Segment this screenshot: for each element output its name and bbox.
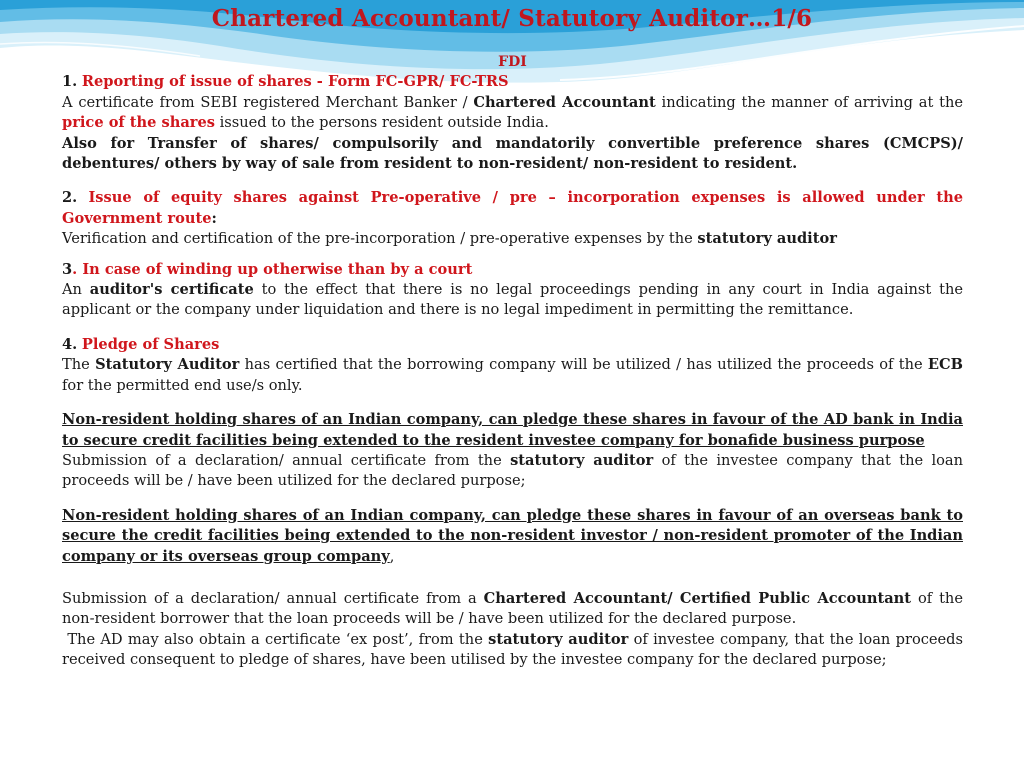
section-3-body	[62, 280, 963, 321]
text-run: Submission of a declaration/ annual certificate from a	[62, 589, 484, 607]
text-run-bold: Statutory Auditor	[95, 356, 240, 374]
section-2-title: Issue of equity shares against Pre-operative / pre – incorporation expenses is allowed under the Government route	[62, 189, 963, 227]
text-run-highlight: price of the shares	[62, 114, 215, 132]
text-run: The AD may also obtain a certificate ‘ex post’, from the	[67, 630, 489, 648]
text-run-bold: statutory auditor	[697, 230, 837, 248]
text-run: of investee company, that the loan proceeds received consequent to pledge of shares, have been utilised by the investee company for the declared purpose;	[62, 630, 964, 669]
text-run-bold: ECB	[927, 356, 963, 374]
text-run: to the effect that there is no legal proceedings pending in any court in India against the applicant or the company under liquidation and there is no legal impediment in permitting the remittance.	[62, 281, 963, 319]
pledge-overseas-bank-heading	[62, 506, 963, 567]
section-2-heading	[62, 188, 963, 229]
section-3-title: . In case of winding up otherwise than by a court	[72, 260, 473, 278]
section-4-title: Pledge of Shares	[81, 335, 220, 353]
slide-content	[62, 52, 963, 671]
section-2-number: 2.	[62, 189, 78, 207]
section-1-title: Reporting of issue of shares - Form FC-GPR/ FC-TRS	[81, 73, 509, 91]
section-4-number: 4.	[62, 335, 78, 353]
section-4-body	[62, 355, 963, 396]
section-1-also: Also for Transfer of shares/ compulsorily and mandatorily convertible preference shares (CMCPS)/ debentures/ others by way of sale from resident to non-resident/ non-resident to resident.	[62, 134, 963, 173]
section-1-heading	[62, 72, 963, 92]
section-3-number: 3	[62, 260, 73, 278]
text-run-bold: statutory auditor	[488, 630, 629, 648]
fdi-label: FDI	[498, 54, 527, 70]
text-run: ,	[389, 547, 395, 565]
section-4-heading	[62, 335, 963, 355]
section-3-heading	[62, 260, 963, 280]
text-run-bold: Chartered Accountant	[473, 93, 656, 111]
text-run: Submission of a declaration/ annual certificate from the	[62, 451, 511, 469]
text-run: has certified that the borrowing company will be utilized / has utilized the proceeds of the	[239, 356, 928, 374]
text-run-bold: statutory auditor	[510, 451, 654, 469]
section-1-number: 1.	[62, 73, 78, 91]
section-2-body	[62, 229, 963, 249]
text-run: A certificate from SEBI registered Merchant Banker /	[62, 93, 474, 111]
text-run: issued to the persons resident outside India.	[214, 114, 549, 132]
ex-post-certificate-paragraph	[62, 630, 963, 671]
text-run-bold: Chartered Accountant/ Certified Public Accountant	[483, 589, 912, 607]
text-run: of the non-resident borrower that the loan proceeds will be / have been utilized for the declared purpose.	[62, 589, 963, 628]
pledge-ad-bank-heading: Non-resident holding shares of an Indian company, can pledge these shares in favour of the AD bank in India to secure credit facilities being extended to the resident investee company for bonafide business purpose	[62, 411, 963, 449]
text-run-underlined: Non-resident holding shares of an Indian company, can pledge these shares in favour of an overseas bank to secure the credit facilities being extended to the non-resident investor / non-resident promoter of the Indian company or its overseas group company	[62, 506, 963, 565]
text-run-bold: auditor's certificate	[89, 281, 254, 299]
pledge-overseas-bank-body	[62, 589, 963, 630]
section-1-body	[62, 93, 963, 134]
text-run: of the investee company that the loan proceeds will be / have been utilized for the declared purpose;	[62, 451, 963, 490]
text-run: The	[62, 356, 96, 374]
text-run-bold: :	[211, 209, 217, 227]
text-run: indicating the manner of arriving at the	[655, 93, 964, 111]
text-run: An	[62, 281, 90, 299]
text-run: Verification and certification of the pre-incorporation / pre-operative expenses by the	[62, 230, 698, 248]
text-run: for the permitted end use/s only.	[62, 376, 303, 394]
pledge-ad-bank-body	[62, 451, 963, 492]
page-title: Chartered Accountant/ Statutory Auditor…1/6	[211, 5, 813, 32]
